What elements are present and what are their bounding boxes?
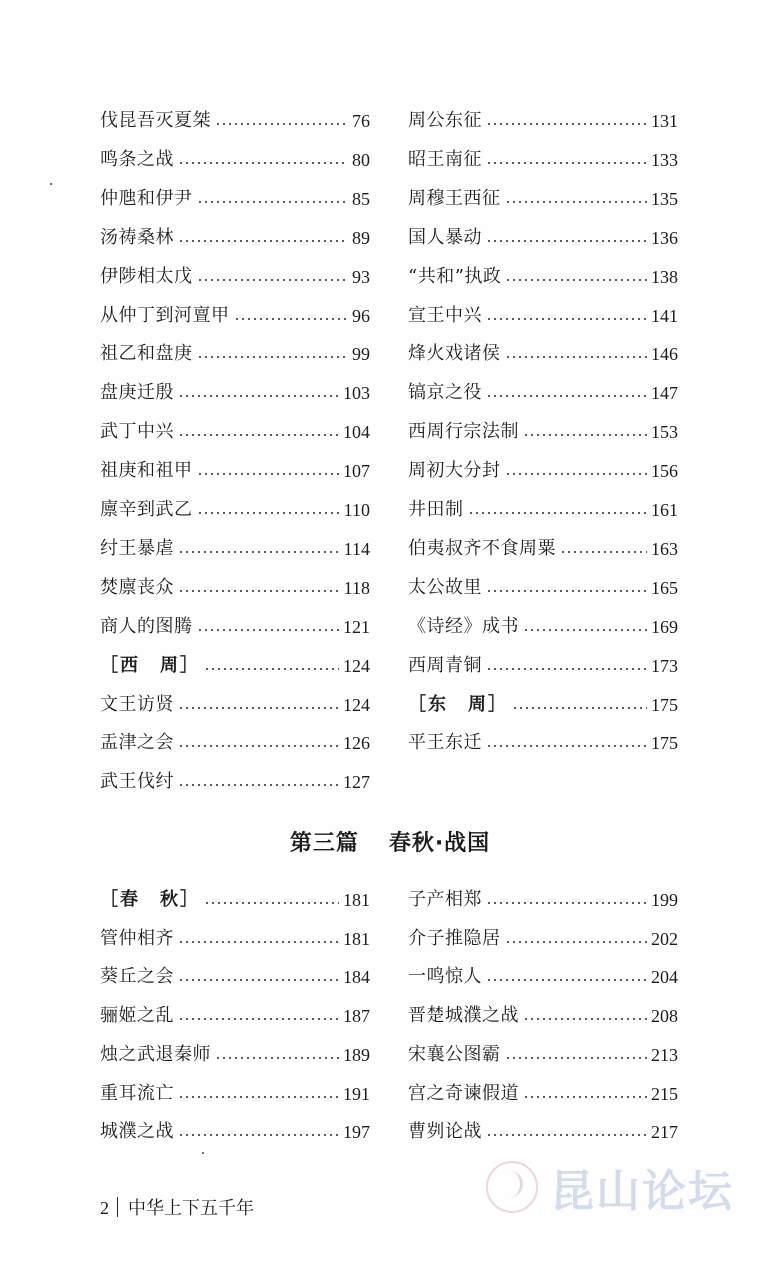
toc-entry-title: 伐昆吾灭夏桀 — [100, 110, 211, 131]
toc-leader-dots — [178, 979, 339, 981]
toc-leader-dots — [178, 784, 339, 786]
page-footer — [100, 1194, 254, 1220]
toc-entry-page: 187 — [343, 1006, 370, 1027]
toc-entry — [100, 496, 370, 524]
toc-entry-page: 135 — [651, 188, 678, 209]
toc-leader-dots — [486, 902, 647, 904]
toc-entry-title: 商人的图腾 — [100, 615, 193, 637]
toc-leader-dots — [486, 318, 647, 320]
toc-entry — [408, 146, 678, 174]
toc-entry-page: 103 — [343, 383, 370, 404]
toc-entry-page: 124 — [343, 694, 370, 715]
toc-leader-dots — [523, 1096, 647, 1098]
toc-leader-dots — [178, 434, 339, 436]
toc-entry-page: 161 — [651, 500, 678, 520]
toc-entry-page: 199 — [651, 890, 678, 910]
toc-entry-page: 202 — [651, 928, 678, 949]
toc-leader-dots — [178, 590, 340, 592]
toc-entry-page: 191 — [343, 1083, 370, 1104]
toc-entry-title: 国人暴动 — [408, 226, 482, 248]
toc-entry-title: 宫之奇谏假道 — [408, 1082, 519, 1104]
toc-entry-title: 伯夷叔齐不食周粟 — [408, 537, 556, 559]
toc-entry-title: 一鸣惊人 — [408, 966, 482, 988]
toc-leader-dots — [560, 551, 647, 553]
book-title: 中华上下五千年 — [128, 1198, 254, 1219]
toc-entry — [100, 925, 370, 953]
toc-entry-page: 121 — [343, 616, 370, 637]
toc-leader-dots — [204, 902, 339, 904]
toc-entry — [100, 963, 370, 991]
toc-leader-dots — [234, 318, 349, 320]
toc-leader-dots — [505, 201, 648, 203]
toc-entry-title: 武丁中兴 — [100, 421, 174, 443]
toc-entry — [100, 340, 370, 368]
toc-entry-page: 181 — [343, 890, 370, 910]
toc-entry-title: 从仲丁到河亶甲 — [100, 304, 230, 326]
toc-entry-page: 197 — [343, 1122, 370, 1143]
toc-leader-dots — [486, 668, 647, 670]
toc-entry-page: 126 — [343, 733, 370, 754]
toc-entry-page: 138 — [651, 266, 678, 287]
toc-entry — [408, 652, 678, 680]
toc-entry-page: 165 — [651, 577, 678, 598]
toc-entry-title: 焚廪丧众 — [100, 576, 174, 598]
toc-entry — [100, 729, 370, 757]
toc-entry-title: ［春 秋］ — [100, 889, 200, 910]
toc-leader-dots — [486, 395, 647, 397]
toc-entry-title: 武王伐纣 — [100, 771, 174, 793]
toc-entry-page: 213 — [651, 1044, 678, 1065]
toc-leader-dots — [197, 473, 340, 475]
toc-entry-page: 107 — [343, 461, 370, 482]
toc-entry — [100, 224, 370, 252]
toc-entry-title: 周公东征 — [408, 110, 482, 131]
toc-entry-title: 骊姬之乱 — [100, 1005, 174, 1027]
toc-entry-page: 141 — [651, 305, 678, 326]
toc-entry — [100, 379, 370, 407]
toc-leader-dots — [197, 279, 349, 281]
toc-entry-page: 156 — [651, 461, 678, 482]
toc-entry — [100, 107, 370, 135]
toc-entry-page: 175 — [651, 694, 678, 715]
toc-entry — [408, 302, 678, 330]
toc-entry-title: 盂津之会 — [100, 732, 174, 754]
toc-leader-dots — [505, 1057, 648, 1059]
toc-entry-page: 181 — [343, 928, 370, 949]
toc-entry-page: 110 — [343, 500, 370, 520]
toc-entry-page: 99 — [352, 344, 370, 365]
toc-entry-title: 镐京之役 — [408, 382, 482, 404]
toc-leader-dots — [505, 356, 648, 358]
toc-leader-dots — [215, 123, 348, 125]
toc-entry-page: 163 — [651, 538, 678, 559]
page-number: 2 — [100, 1198, 109, 1218]
toc-leader-dots — [197, 629, 340, 631]
toc-entry — [100, 457, 370, 485]
toc-leader-dots — [486, 979, 647, 981]
toc-entry-page: 189 — [343, 1044, 370, 1065]
toc-entry-title: 周初大分封 — [408, 460, 501, 482]
print-speck — [202, 1152, 204, 1154]
toc-leader-dots — [505, 473, 648, 475]
toc-leader-dots — [486, 123, 647, 125]
toc-entry-page: 215 — [651, 1083, 678, 1104]
toc-leader-dots — [197, 201, 349, 203]
toc-entry-page: 118 — [343, 577, 370, 598]
toc-entry-title: 祖庚和祖甲 — [100, 460, 193, 482]
part-heading — [0, 826, 780, 857]
toc-entry-title: 祖乙和盘庚 — [100, 343, 193, 365]
toc-entry — [100, 146, 370, 174]
toc-entry-title: ［东 周］ — [408, 693, 508, 715]
toc-entry-page: 89 — [352, 227, 370, 248]
toc-section-entry — [100, 886, 370, 914]
toc-entry-title: 重耳流亡 — [100, 1082, 174, 1104]
toc-leader-dots — [178, 1096, 339, 1098]
toc-entry-title: 曹刿论战 — [408, 1121, 482, 1143]
toc-leader-dots — [197, 356, 349, 358]
toc-entry-title: 子产相郑 — [408, 889, 482, 910]
toc-entry — [408, 185, 678, 213]
toc-entry-page: 133 — [651, 149, 678, 170]
watermark-text: 昆山论坛 — [550, 1166, 734, 1217]
toc-entry — [408, 613, 678, 641]
toc-entry-title: 汤祷桑林 — [100, 226, 174, 248]
toc-entry — [408, 224, 678, 252]
toc-entry-page: 85 — [352, 188, 370, 209]
toc-entry-page: 80 — [352, 149, 370, 170]
toc-leader-dots — [178, 941, 339, 943]
toc-leader-dots — [523, 629, 647, 631]
toc-entry — [408, 418, 678, 446]
toc-entry — [100, 768, 370, 796]
toc-entry-page: 146 — [651, 344, 678, 365]
toc-entry — [100, 1041, 370, 1069]
toc-leader-dots — [178, 551, 340, 553]
toc-entry-page: 114 — [343, 538, 370, 559]
toc-entry-page: 169 — [651, 616, 678, 637]
toc-entry — [100, 1118, 370, 1146]
toc-entry-page: 76 — [352, 111, 370, 131]
toc-leader-dots — [215, 1057, 339, 1059]
toc-entry-title: 宣王中兴 — [408, 304, 482, 326]
toc-entry — [408, 496, 678, 524]
toc-entry-title: 《诗经》成书 — [408, 615, 519, 637]
toc-entry — [100, 613, 370, 641]
toc-entry-title: 周穆王西征 — [408, 187, 501, 209]
toc-entry — [408, 107, 678, 135]
toc-entry-page: 204 — [651, 967, 678, 988]
toc-entry-title: 介子推隐居 — [408, 927, 501, 949]
toc-entry-page: 175 — [651, 733, 678, 754]
toc-leader-dots — [468, 512, 648, 514]
toc-entry — [408, 263, 678, 291]
toc-entry-title: 烽火戏诸侯 — [408, 343, 501, 365]
part-title: 春秋·战国 — [388, 831, 491, 856]
toc-leader-dots — [178, 707, 339, 709]
toc-entry — [100, 535, 370, 563]
toc-entry-page: 217 — [651, 1122, 678, 1143]
toc-entry-title: 纣王暴虐 — [100, 537, 174, 559]
toc-entry — [100, 418, 370, 446]
toc-entry — [408, 886, 678, 914]
toc-leader-dots — [178, 395, 339, 397]
toc-leader-dots — [178, 162, 348, 164]
watermark-seal-icon — [486, 1161, 538, 1213]
toc-entry-title: 昭王南征 — [408, 148, 482, 170]
toc-entry-page: 184 — [343, 967, 370, 988]
toc-entry-title: 盘庚迁殷 — [100, 382, 174, 404]
toc-entry — [408, 457, 678, 485]
toc-leader-dots — [505, 279, 647, 281]
toc-entry-page: 124 — [343, 655, 370, 676]
toc-entry-page: 147 — [651, 383, 678, 404]
toc-entry-page: 173 — [651, 655, 678, 676]
toc-entry — [100, 574, 370, 602]
toc-entry — [408, 1080, 678, 1108]
toc-entry-page: 208 — [651, 1006, 678, 1027]
toc-entry-title: 文王访贤 — [100, 693, 174, 715]
toc-entry-page: 96 — [352, 305, 370, 326]
toc-leader-dots — [204, 668, 339, 670]
toc-entry-title: 城濮之战 — [100, 1121, 174, 1143]
toc-leader-dots — [523, 1018, 647, 1020]
toc-entry — [100, 263, 370, 291]
toc-entry — [408, 729, 678, 757]
toc-leader-dots — [178, 745, 339, 747]
toc-entry-page: 131 — [651, 111, 678, 131]
toc-entry — [100, 302, 370, 330]
toc-entry-title: ［西 周］ — [100, 654, 200, 676]
part-number: 第三篇 — [289, 831, 359, 856]
toc-leader-dots — [178, 1018, 339, 1020]
toc-leader-dots — [486, 590, 647, 592]
footer-divider — [117, 1197, 118, 1217]
toc-entry-title: 伊陟相太戊 — [100, 265, 193, 287]
toc-leader-dots — [486, 240, 647, 242]
toc-entry-title: 烛之武退秦师 — [100, 1043, 211, 1065]
toc-leader-dots — [486, 745, 647, 747]
toc-entry-title: 鸣条之战 — [100, 148, 174, 170]
toc-section-entry — [408, 691, 678, 719]
toc-entry-title: 宋襄公图霸 — [408, 1043, 501, 1065]
toc-entry-page: 104 — [343, 422, 370, 443]
toc-entry — [408, 1002, 678, 1030]
toc-entry-page: 93 — [352, 266, 370, 287]
toc-entry-page: 153 — [651, 422, 678, 443]
toc-entry-title: 太公故里 — [408, 576, 482, 598]
toc-leader-dots — [486, 162, 647, 164]
toc-leader-dots — [523, 434, 647, 436]
toc-section-entry — [100, 652, 370, 680]
toc-entry — [408, 340, 678, 368]
toc-leader-dots — [178, 240, 348, 242]
toc-entry — [408, 535, 678, 563]
toc-entry-title: 葵丘之会 — [100, 966, 174, 988]
toc-entry-title: 平王东迁 — [408, 732, 482, 754]
toc-entry — [408, 1118, 678, 1146]
toc-entry — [408, 379, 678, 407]
toc-leader-dots — [505, 941, 648, 943]
watermark — [486, 1154, 776, 1220]
toc-entry — [408, 963, 678, 991]
toc-entry-title: 西周行宗法制 — [408, 421, 519, 443]
print-speck — [50, 183, 52, 185]
toc-leader-dots — [197, 512, 340, 514]
toc-entry — [100, 1080, 370, 1108]
toc-entry — [100, 691, 370, 719]
toc-entry-title: 西周青铜 — [408, 654, 482, 676]
toc-leader-dots — [178, 1134, 339, 1136]
toc-entry-title: 廪辛到武乙 — [100, 499, 193, 520]
toc-entry-title: 井田制 — [408, 499, 464, 520]
toc-entry-title: 仲虺和伊尹 — [100, 187, 193, 209]
toc-entry-title: 晋楚城濮之战 — [408, 1005, 519, 1027]
toc-entry — [100, 185, 370, 213]
toc-entry-page: 136 — [651, 227, 678, 248]
toc-entry-title: “共和”执政 — [408, 265, 502, 287]
toc-leader-dots — [512, 707, 647, 709]
toc-entry — [408, 574, 678, 602]
toc-entry-page: 127 — [343, 772, 370, 793]
toc-leader-dots — [486, 1134, 647, 1136]
toc-entry-title: 管仲相齐 — [100, 927, 174, 949]
toc-entry — [408, 1041, 678, 1069]
toc-entry — [408, 925, 678, 953]
toc-entry — [100, 1002, 370, 1030]
